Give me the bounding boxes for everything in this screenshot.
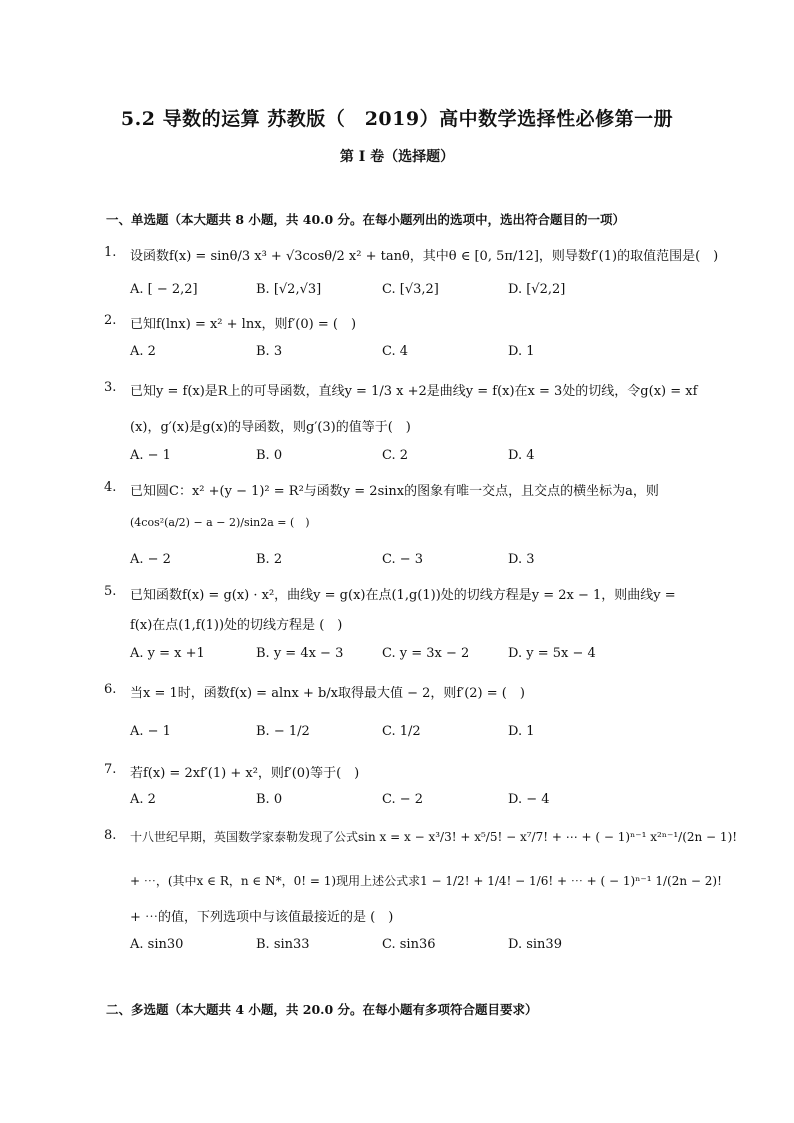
question-text-continued: f(x)在点(1,f(1))处的切线方程是 ( ): [130, 618, 343, 633]
section-heading-multiple-choice: 二、多选题（本大题共 4 小题，共 20.0 分。在每小题有多项符合题目要求）: [106, 1002, 538, 1017]
question-4: [104, 480, 704, 540]
option-a[interactable]: A. − 1: [130, 448, 171, 463]
option-c[interactable]: C. y = 3x − 2: [382, 646, 470, 661]
question-number: 6.: [104, 682, 117, 697]
question-text: 已知圆C：x² +(y − 1)² = R²与函数y = 2sinx的图象有唯一交点，且交点的横坐标为a，则: [130, 484, 659, 499]
page-title: 5.2 导数的运算 苏教版（ 2019）高中数学选择性必修第一册: [120, 108, 674, 130]
option-b[interactable]: B. 0: [256, 448, 283, 463]
options-6: [130, 724, 710, 742]
option-b[interactable]: B. − 1/2: [256, 724, 310, 739]
question-8: [104, 828, 738, 925]
question-number: 7.: [104, 762, 117, 777]
option-d[interactable]: D. 3: [508, 552, 535, 567]
option-d[interactable]: D. − 4: [508, 792, 550, 807]
option-a[interactable]: A. [ − 2,2]: [130, 282, 198, 297]
option-c[interactable]: C. − 2: [382, 792, 424, 807]
option-b[interactable]: B. [√2,√3]: [256, 282, 322, 297]
option-a[interactable]: A. sin30: [130, 937, 184, 952]
option-b[interactable]: B. 0: [256, 792, 283, 807]
question-number: 3.: [104, 380, 117, 395]
question-text-continued: (x)，g′(x)是g(x)的导函数，则g′(3)的值等于( ): [130, 420, 411, 435]
option-c[interactable]: C. [√3,2]: [382, 282, 439, 297]
question-3: [104, 380, 704, 435]
section-heading-single-choice: 一、单选题（本大题共 8 小题，共 40.0 分。在每小题列出的选项中，选出符合题目的一项）: [106, 212, 626, 227]
question-text: 已知y = f(x)是R上的可导函数，直线y = 1/3 x +2是曲线y = f(x)在x = 3处的切线，令g(x) = xf: [130, 384, 698, 399]
question-text: 已知f(lnx) = x² + lnx，则f′(0) = ( ): [130, 317, 357, 332]
option-c[interactable]: C. 4: [382, 344, 409, 359]
volume-subtitle: 第 I 卷（选择题）: [339, 149, 455, 165]
question-6: [104, 682, 704, 702]
option-d[interactable]: D. 4: [508, 448, 535, 463]
question-5: [104, 584, 704, 634]
question-text: 当x = 1时，函数f(x) = alnx + b/x取得最大值 − 2，则f′(2) = ( ): [130, 686, 525, 701]
options-4: [130, 552, 710, 570]
question-text: 设函数f(x) = sinθ/3 x³ + √3cosθ/2 x² + tanθ，其中θ ∈ [0, 5π/12]，则导数f′(1)的取值范围是( ): [130, 249, 719, 264]
question-text: 若f(x) = 2xf′(1) + x²，则f′(0)等于( ): [130, 766, 360, 781]
question-text: 十八世纪早期，英国数学家泰勒发现了公式sin x = x − x³/3! + x⁵/5! − x⁷/7! + ⋯ + ( − 1)ⁿ⁻¹ x²ⁿ⁻¹/(2n − 1)!: [130, 830, 738, 844]
options-2: [130, 344, 710, 362]
options-7: [130, 792, 710, 810]
option-a[interactable]: A. 2: [130, 792, 156, 807]
question-number: 4.: [104, 480, 117, 495]
option-a[interactable]: A. − 2: [130, 552, 171, 567]
option-c[interactable]: C. − 3: [382, 552, 424, 567]
option-b[interactable]: B. 2: [256, 552, 283, 567]
question-text-continued: (4cos²(a/2) − a − 2)/sin2a = ( ): [130, 516, 310, 529]
option-c[interactable]: C. 2: [382, 448, 409, 463]
question-number: 5.: [104, 584, 117, 599]
option-c[interactable]: C. 1/2: [382, 724, 421, 739]
question-text-continued: + ⋯的值，下列选项中与该值最接近的是 ( ): [130, 910, 394, 925]
question-1: [104, 245, 719, 265]
options-3: [130, 448, 710, 466]
question-text-continued: + ⋯，(其中x ∈ R，n ∈ N*，0! = 1)现用上述公式求1 − 1/2! + 1/4! − 1/6! + ⋯ + ( − 1)ⁿ⁻¹ 1/(2n − 2)!: [130, 874, 722, 888]
option-d[interactable]: D. 1: [508, 344, 535, 359]
option-d[interactable]: D. y = 5x − 4: [508, 646, 596, 661]
option-d[interactable]: D. sin39: [508, 937, 562, 952]
option-d[interactable]: D. 1: [508, 724, 535, 739]
options-5: [130, 646, 710, 664]
question-number: 8.: [104, 828, 117, 843]
option-d[interactable]: D. [√2,2]: [508, 282, 566, 297]
option-b[interactable]: B. 3: [256, 344, 283, 359]
option-c[interactable]: C. sin36: [382, 937, 436, 952]
option-b[interactable]: B. sin33: [256, 937, 310, 952]
option-b[interactable]: B. y = 4x − 3: [256, 646, 344, 661]
option-a[interactable]: A. − 1: [130, 724, 171, 739]
question-text: 已知函数f(x) = g(x) · x²，曲线y = g(x)在点(1,g(1))处的切线方程是y = 2x − 1，则曲线y =: [130, 588, 676, 603]
question-number: 1.: [104, 245, 117, 260]
question-7: [104, 762, 704, 782]
options-1: [130, 282, 710, 300]
option-a[interactable]: A. y = x +1: [130, 646, 205, 661]
question-2: [104, 313, 704, 333]
options-8: [130, 937, 710, 955]
option-a[interactable]: A. 2: [130, 344, 156, 359]
question-number: 2.: [104, 313, 117, 328]
